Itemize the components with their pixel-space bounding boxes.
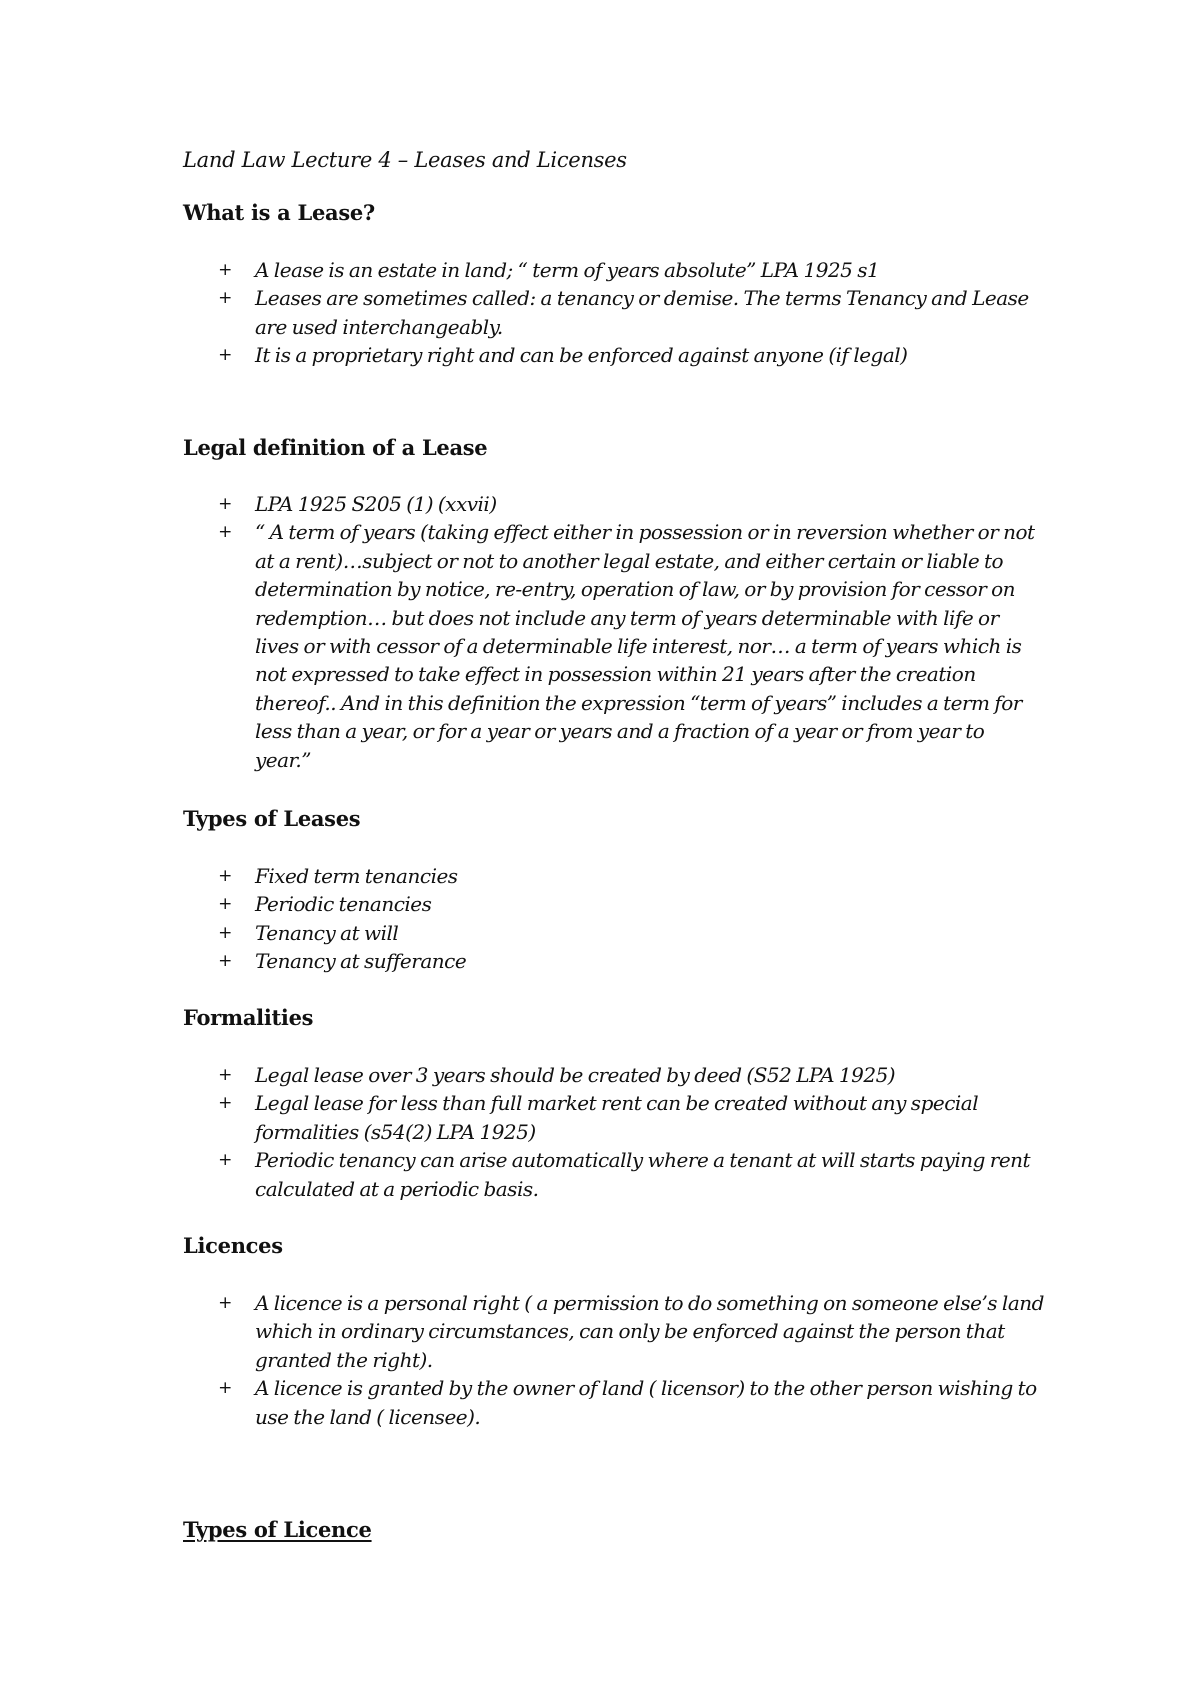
list-item xyxy=(216,1289,1045,1374)
list-item xyxy=(216,518,1045,774)
document-title: Land Law Lecture 4 – Leases and Licenses xyxy=(183,148,627,172)
list-item-text: LPA 1925 S205 (1) (xxvii) xyxy=(255,492,497,516)
plus-bullet-icon: + xyxy=(218,494,232,514)
plus-bullet-icon: + xyxy=(218,951,232,972)
plus-bullet-icon: + xyxy=(218,866,232,886)
heading-licences: Licences xyxy=(183,1233,283,1258)
list-item-text: Tenancy at will xyxy=(255,920,399,945)
list-what-is-a-lease xyxy=(216,256,1045,370)
heading-types-of-leases: Types of Leases xyxy=(183,806,361,831)
list-item xyxy=(216,947,1045,975)
list-item-text: A licence is granted by the owner of land ( licensor) to the other person wishing to use the land ( licensee). xyxy=(255,1376,1037,1429)
list-item xyxy=(216,1374,1045,1431)
plus-bullet-icon: + xyxy=(218,894,232,915)
list-item xyxy=(216,890,1045,918)
list-item-text: A licence is a personal right ( a permission to do something on someone else’s land which in ordinary circumstances, can only be enforced against the person that granted the right). xyxy=(255,1291,1044,1372)
list-item xyxy=(216,341,1045,369)
heading-formalities: Formalities xyxy=(183,1005,314,1030)
plus-bullet-icon: + xyxy=(218,1293,232,1313)
heading-types-of-licence: Types of Licence xyxy=(183,1517,372,1542)
list-licences xyxy=(216,1289,1045,1431)
list-item-text: “ A term of years (taking effect either in possession or in reversion whether or not at a rent)…subject or not to another legal estate, and either certain or liable to determination by notice, re-entry, operation of law, or by provision for cessor on redemption… but does not include any term of years determinable with life or lives or with cessor of a determinable life interest, nor… a term of years which is not expressed to take effect in possession within 21 years after the creation thereof.. And in this definition the expression “term of years” includes a term for less than a year, or for a year or years and a fraction of a year or from year to year.” xyxy=(255,520,1035,772)
list-item-text: It is a proprietary right and can be enforced against anyone (if legal) xyxy=(255,343,908,368)
list-item-text: Legal lease over 3 years should be created by deed (S52 LPA 1925) xyxy=(255,1063,896,1087)
list-item-text: A lease is an estate in land; “ term of years absolute” LPA 1925 s1 xyxy=(255,258,880,282)
list-item xyxy=(216,1089,1045,1146)
list-item-text: Fixed term tenancies xyxy=(255,864,458,888)
heading-what-is-a-lease: What is a Lease? xyxy=(183,200,375,225)
list-formalities xyxy=(216,1061,1045,1203)
plus-bullet-icon: + xyxy=(218,1065,232,1085)
plus-bullet-icon: + xyxy=(218,345,232,366)
list-item xyxy=(216,490,1045,518)
plus-bullet-icon: + xyxy=(218,922,232,943)
heading-legal-definition: Legal definition of a Lease xyxy=(183,435,488,460)
plus-bullet-icon: + xyxy=(218,1093,232,1114)
list-legal-definition xyxy=(216,490,1045,774)
list-item-text: Periodic tenancies xyxy=(255,892,432,917)
list-item-text: Leases are sometimes called: a tenancy or demise. The terms Tenancy and Lease are used interchangeably. xyxy=(255,286,1029,339)
plus-bullet-icon: + xyxy=(218,1378,232,1399)
plus-bullet-icon: + xyxy=(218,522,232,543)
list-item xyxy=(216,284,1045,341)
list-item xyxy=(216,1146,1045,1203)
list-item xyxy=(216,256,1045,284)
list-types-of-leases xyxy=(216,862,1045,976)
list-item-text: Periodic tenancy can arise automatically where a tenant at will starts paying rent calculated at a periodic basis. xyxy=(255,1148,1031,1201)
list-item xyxy=(216,919,1045,947)
plus-bullet-icon: + xyxy=(218,288,232,309)
list-item xyxy=(216,862,1045,890)
plus-bullet-icon: + xyxy=(218,260,232,280)
list-item xyxy=(216,1061,1045,1089)
plus-bullet-icon: + xyxy=(218,1150,232,1171)
list-item-text: Legal lease for less than full market rent can be created without any special formalities (s54(2) LPA 1925) xyxy=(255,1091,979,1144)
list-item-text: Tenancy at sufferance xyxy=(255,949,467,974)
